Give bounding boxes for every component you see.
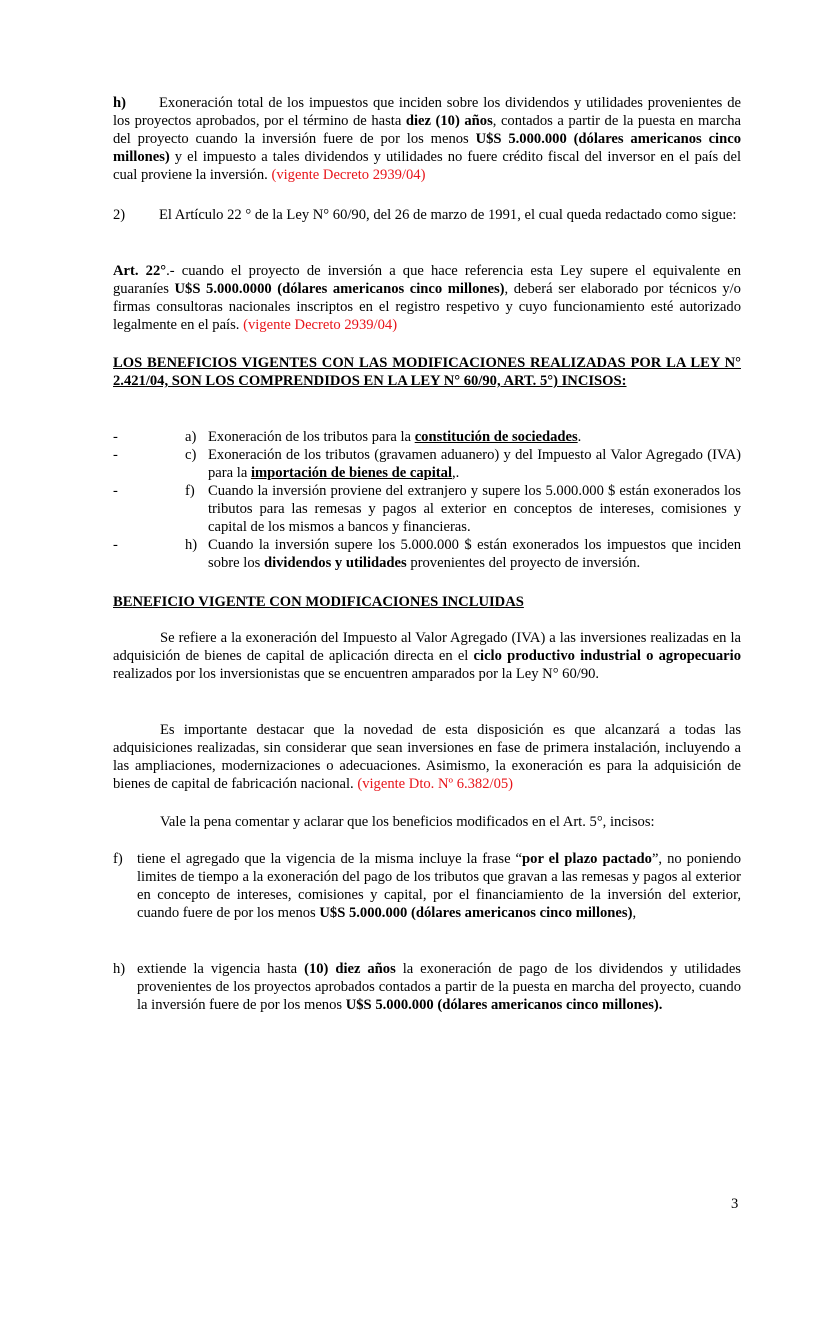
list-item: - c) Exoneración de los tributos (gravamen aduanero) y del Impuesto al Valor Agregado (IVA) para la importación de bienes de capital,. xyxy=(113,447,741,481)
list-item: - a) Exoneración de los tributos para la constitución de sociedades. xyxy=(113,429,582,445)
paragraph-h: h) Exoneración total de los impuestos que inciden sobre los dividendos y utilidades provenientes de los proyectos aprobados, por el término de hasta diez (10) años, contados a partir de la puesta en marcha del proyecto cuando la inversión fuere de por los menos U$S 5.000.000 (dólares americanos cinco millones) y el impuesto a tales dividendos y utilidades no fuere crédito fiscal del inversor en el país del cual proviene la inversión. (vigente Decreto 2939/04) xyxy=(113,95,741,183)
list-item: - f) Cuando la inversión proviene del extranjero y supere los 5.000.000 $ están exonerados los tributos para las remesas y pagos al exterior en conceptos de intereses, comisiones y capital de los mismos a bancos y financieras. xyxy=(113,483,741,535)
vigente-note: (vigente Decreto 2939/04) xyxy=(243,317,398,333)
vigente-note: (vigente Decreto 2939/04) xyxy=(271,167,426,183)
paragraph-vale: Vale la pena comentar y aclarar que los beneficios modificados en el Art. 5°, incisos: xyxy=(160,814,655,830)
subitem-f: f) tiene el agregado que la vigencia de la misma incluye la frase “por el plazo pactado”, no poniendo limites de tiempo a la exoneración del pago de los tributos que gravan a las remesas y pagos al exterior en concepto de intereses, comisiones y capital, por el financiamiento de la inversión del exterior, cuando fuere de por los menos U$S 5.000.000 (dólares americanos cinco millones), xyxy=(113,851,741,921)
beneficios-list xyxy=(113,428,741,572)
paragraph-2: 2) El Artículo 22 ° de la Ley N° 60/90, del 26 de marzo de 1991, el cual queda redactado como sigue: xyxy=(113,207,737,223)
subitem-h: h) extiende la vigencia hasta (10) diez años la exoneración de pago de los dividendos y utilidades provenientes de los proyectos aprobados contados a partir de la puesta en marcha del proyecto, cuando la inversión fuere de por los menos U$S 5.000.000 (dólares americanos cinco millones). xyxy=(113,961,741,1013)
section-heading-beneficio-vigente: BENEFICIO VIGENTE CON MODIFICACIONES INCLUIDAS xyxy=(113,594,524,610)
paragraph-importante: Es importante destacar que la novedad de esta disposición es que alcanzará a todas las adquisiciones realizadas, sin considerar que sean inversiones en fase de primera instalación, incluyendo a las ampliaciones, modernizaciones o adecuaciones. Asimismo, la exoneración es para la adquisición de bienes de capital de fabricación nacional. (vigente Dto. Nº 6.382/05) xyxy=(113,722,741,792)
paragraph-2-label: 2) xyxy=(113,207,126,223)
paragraph-h-label: h) xyxy=(113,95,126,111)
list-item: - h) Cuando la inversión supere los 5.000.000 $ están exonerados los impuestos que inciden sobre los dividendos y utilidades provenientes del proyecto de inversión. xyxy=(113,537,741,571)
paragraph-iva: Se refiere a la exoneración del Impuesto al Valor Agregado (IVA) a las inversiones realizadas en la adquisición de bienes de capital de aplicación directa en el ciclo productivo industrial o agropecuario realizados por los inversionistas que se encuentren amparados por la Ley N° 60/90. xyxy=(113,630,742,682)
vigente-note: (vigente Dto. Nº 6.382/05) xyxy=(357,776,514,792)
page-number: 3 xyxy=(731,1196,739,1212)
paragraph-art22: Art. 22°.- cuando el proyecto de inversión a que hace referencia esta Ley supere el equivalente en guaraníes U$S 5.000.0000 (dólares americanos cinco millones), deberá ser elaborado por técnicos y/o firmas consultoras nacionales inscriptos en el registro respetivo y cuyo funcionamiento esté autorizado legalmente en el país. (vigente Decreto 2939/04) xyxy=(113,263,741,333)
section-heading-beneficios: LOS BENEFICIOS VIGENTES CON LAS MODIFICACIONES REALIZADAS POR LA LEY N° 2.421/04, SON LOS COMPRENDIDOS EN LA LEY N° 60/90, ART. 5°) INCISOS: xyxy=(113,355,741,389)
